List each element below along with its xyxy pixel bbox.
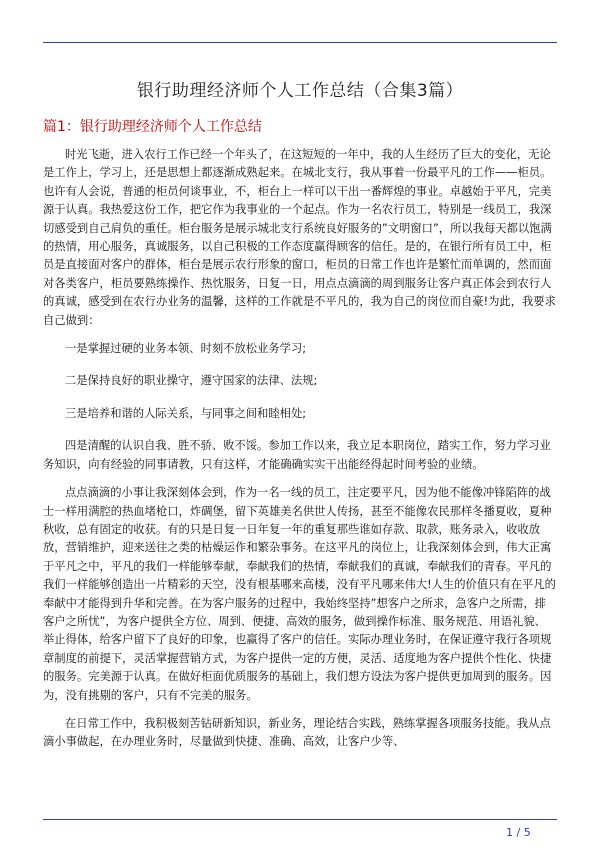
body-paragraph: 点点滴滴的小事让我深刻体会到，作为一名一线的员工，注定要平凡，因为他不能像冲锋陷阵的战士一样用满腔的热血堵枪口，炸碉堡，留下英雄美名供世人传扬，甚至不能像农民那样冬播夏收，夏种秋收，总有固定的收获。有的只是日复一日年复一年的重复那些谁如存款、取款，账务录入，收收放放，营销维护，迎来送往之类的枯燥运作和繁杂事务。在这平凡的岗位上，让我深刻体会到，伟大正寓于平凡之中，平凡的我们一样能够奉献，奉献我们的热情，奉献我们的真诚，奉献我们的青春。平凡的我们一样能够创造出一片精彩的天空，没有根基哪来高楼，没有平凡哪来伟大!人生的价值只有在平凡的奉献中才能得到升华和完善。在为客户服务的过程中，我始终坚持”想客户之所求，急客户之所需，排客户之所忧”，为客户提供全方位、周到、便捷、高效的服务，做到操作标准、服务规范、用语礼貌、举止得体，给客户留下了良好的印象，也赢得了客户的信任。实际办理业务时，在保证遵守我行各项规章制度的前提下，灵活掌握营销方式，为客户提供一定的方便，灵活、适度地为客户提供个性化、快捷的服务。完美源于认真。在做好柜面优质服务的基础上，我们想方设法为客户提供更加周到的服务。因为，没有挑剔的客户，只有不完美的服务。 xyxy=(43,486,556,702)
header-rule xyxy=(43,42,557,43)
body-paragraph: 三是培养和谐的人际关系，与同事之间和睦相处; xyxy=(65,406,307,420)
body-paragraph: 在日常工作中，我积极刻苦钻研新知识，新业务，理论结合实践，熟练掌握各项服务技能。我从点滴小事做起，在办理业务时，尽量做到快捷、准确、高效，让客户少等、 xyxy=(43,716,551,749)
body-paragraph: 四是清醒的认识自我、胜不骄、败不馁。参加工作以来，我立足本职岗位，踏实工作，努力学习业务知识，向有经验的同事请教，只有这样，才能确确实实干出能经得起时间考验的业绩。 xyxy=(43,439,551,471)
footer-rule xyxy=(43,819,557,820)
document-title: 银行助理经济师个人工作总结（合集3篇） xyxy=(136,81,464,101)
section-heading: 篇1：银行助理经济师个人工作总结 xyxy=(43,119,262,135)
body-paragraph: 一是掌握过硬的业务本领、时刻不放松业务学习; xyxy=(65,342,307,356)
page-indicator: 1 / 5 xyxy=(506,826,531,839)
body-paragraph: 二是保持良好的职业操守，遵守国家的法律、法规; xyxy=(65,374,318,388)
document-body xyxy=(43,146,557,762)
body-paragraph: 时光飞逝，进入农行工作已经一个年头了，在这短短的一年中，我的人生经历了巨大的变化，无论是工作上，学习上，还是思想上都逐渐成熟起来。在城北支行，我从事着一份最平凡的工作——柜员。也许有人会说，普通的柜员何谈事业，不，柜台上一样可以干出一番辉煌的事业。卓越始于平凡，完美源于认真。我热爱这份工作，把它作为我事业的一个起点。作为一名农行员工，特别是一线员工，我深切感受到自己肩负的重任。柜台服务是展示城北支行系统良好服务的”文明窗口”，所以我每天都以饱满的热情，用心服务，真诚服务，以自己积极的工作态度赢得顾客的信任。是的，在银行所有员工中，柜员是直接面对客户的群体，柜台是展示农行形象的窗口，柜员的日常工作也许是繁忙而单调的，然而面对各类客户，柜员要熟练操作、热忱服务，日复一日，用点点滴滴的周到服务让客户真正体会到农行人的真诚，感受到在农行办业务的温馨，这样的工作就是不平凡的，我为自己的岗位而自豪!为此，我要求自己做到： xyxy=(43,148,556,327)
